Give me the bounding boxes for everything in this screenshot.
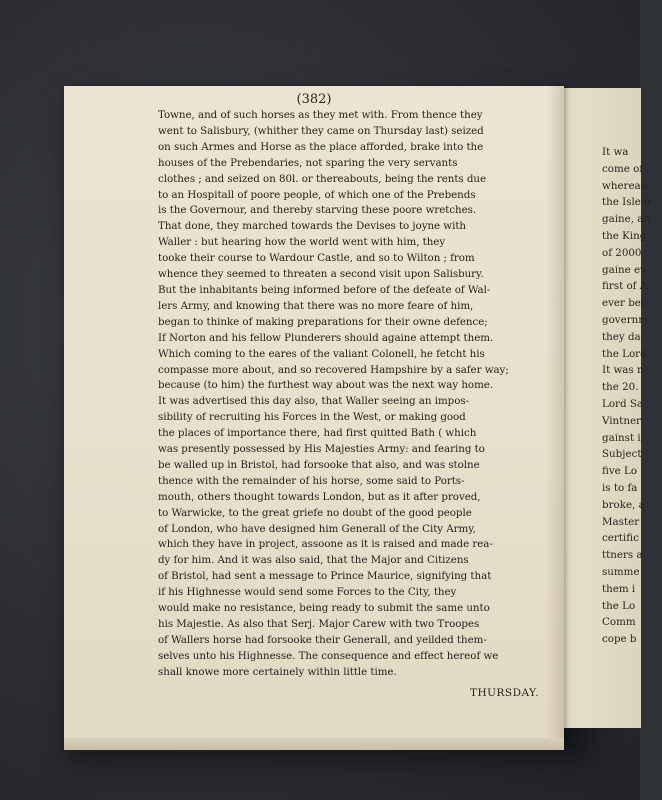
text-line: dy for him. And it was also said, that the Major and Citizens [158, 554, 469, 567]
text-line: was presently possessed by His Majesties Army: and fearing to [158, 443, 485, 456]
text-line: lers Army, and knowing that there was no more feare of him, [158, 299, 474, 312]
right-text-fragment: summe [602, 565, 640, 578]
right-text-fragment: governm [602, 313, 649, 326]
text-line: be walled up in Bristol, had forsooke that also, and was stolne [158, 458, 480, 471]
right-text-fragment: the Isle o [602, 196, 651, 209]
right-text-fragment: ever bei [602, 297, 645, 310]
text-line: shall knowe more certainely within little time. [158, 665, 397, 678]
left-page [64, 86, 564, 746]
text-line: which they have in project, assoone as it is raised and made rea- [158, 538, 493, 551]
text-line: sibility of recruiting his Forces in the West, or making good [158, 411, 466, 424]
text-line: is the Governour, and thereby starving these poore wretches. [158, 204, 477, 217]
right-text-fragment: Master [602, 515, 640, 528]
text-line: It was advertised this day also, that Waller seeing an impos- [158, 395, 470, 408]
right-text-fragment: come of [602, 162, 644, 175]
right-text-fragment: ttners a [602, 549, 643, 562]
text-line: would make no resistance, being ready to submit the same unto [158, 602, 490, 615]
right-text-fragment: Subject [602, 448, 642, 461]
catchword: THURSDAY. [470, 687, 540, 699]
text-line: because (to him) the furthest way about was the next way home. [158, 379, 494, 392]
text-line: the places of importance there, had first quitted Bath ( which [158, 427, 477, 440]
text-line: on such Armes and Horse as the place afforded, brake into the [158, 140, 484, 153]
right-text-fragment: gaine ev [602, 263, 646, 276]
text-line: if his Highnesse would send some Forces to the City, they [158, 586, 457, 599]
text-line: of Bristol, had sent a message to Prince Maurice, signifying that [158, 570, 492, 583]
text-line: to Warwicke, to the great griefe no doubt of the good people [158, 506, 472, 519]
text-line: houses of the Prebendaries, not sparing the very servants [158, 156, 458, 169]
right-text-fragment: gainst i [602, 431, 641, 444]
right-text-fragment: they da [602, 330, 641, 343]
text-line: thence with the remainder of his horse, some said to Ports- [158, 474, 465, 487]
text-line: That done, they marched towards the Devises to joyne with [158, 220, 466, 233]
text-line: Which coming to the eares of the valiant Colonell, he fetcht his [158, 347, 485, 360]
right-text-fragment: Vintner [602, 414, 641, 427]
text-line: went to Salisbury, (whither they came on Thursday last) seized [158, 124, 484, 137]
text-line: But the inhabitants being informed before of the defeate of Wal- [158, 283, 491, 296]
right-text-fragment: the Lo [602, 599, 636, 612]
page-bottom-edge [64, 738, 564, 750]
text-line: his Majestie. As also that Serj. Major Carew with two Troopes [158, 618, 480, 630]
text-line: whence they seemed to threaten a second visit upon Salisbury. [158, 268, 484, 281]
right-page-text [602, 144, 662, 648]
right-text-fragment: cope b [602, 633, 637, 646]
right-text-fragment: certific [602, 532, 639, 545]
text-line: to an Hospitall of poore people, of which one of the Prebends [158, 188, 476, 201]
right-text-fragment: five Lo [602, 465, 638, 478]
right-text-fragment: Lord Sa [602, 397, 644, 410]
text-line: clothes ; and seized on 80l. or thereabouts, being the rents due [158, 172, 487, 185]
right-text-fragment: It wa [602, 146, 629, 158]
body-text [158, 108, 528, 681]
text-line: Towne, and of such horses as they met with. From thence they [158, 109, 483, 121]
text-line: selves unto his Highnesse. The consequence and effect hereof we [158, 649, 499, 662]
text-line: of London, who have designed him Generall of the City Army, [158, 522, 476, 535]
text-line: compasse more about, and so recovered Hampshire by a safer way; [158, 363, 509, 376]
right-text-fragment: the 20. [602, 381, 639, 394]
right-text-fragment: It was n [602, 364, 644, 377]
right-text-fragment: is to fa [602, 481, 638, 494]
right-text-fragment: of 2000 [602, 246, 642, 259]
right-text-fragment: the King [602, 229, 647, 242]
right-text-fragment: gaine, an [602, 213, 651, 226]
text-line: Waller : but hearing how the world went with him, they [158, 236, 446, 249]
text-line: If Norton and his fellow Plunderers should againe attempt them. [158, 331, 494, 344]
right-text-fragment: first of A [602, 280, 648, 293]
right-text-fragment: them i [602, 582, 636, 595]
right-text-fragment: whereas [602, 179, 646, 192]
text-line: mouth, others thought towards London, but as it after proved, [158, 490, 481, 503]
text-line: began to thinke of making preparations for their owne defence; [158, 315, 488, 328]
page-number: (382) [296, 92, 332, 107]
right-text-fragment: Comm [602, 616, 636, 629]
right-text-fragment: the Lord [602, 347, 647, 360]
text-line: tooke their course to Wardour Castle, and so to Wilton ; from [158, 252, 475, 265]
text-line: of Wallers horse had forsooke their Generall, and yeilded them- [158, 633, 487, 646]
right-text-fragment: broke, a [602, 498, 645, 511]
